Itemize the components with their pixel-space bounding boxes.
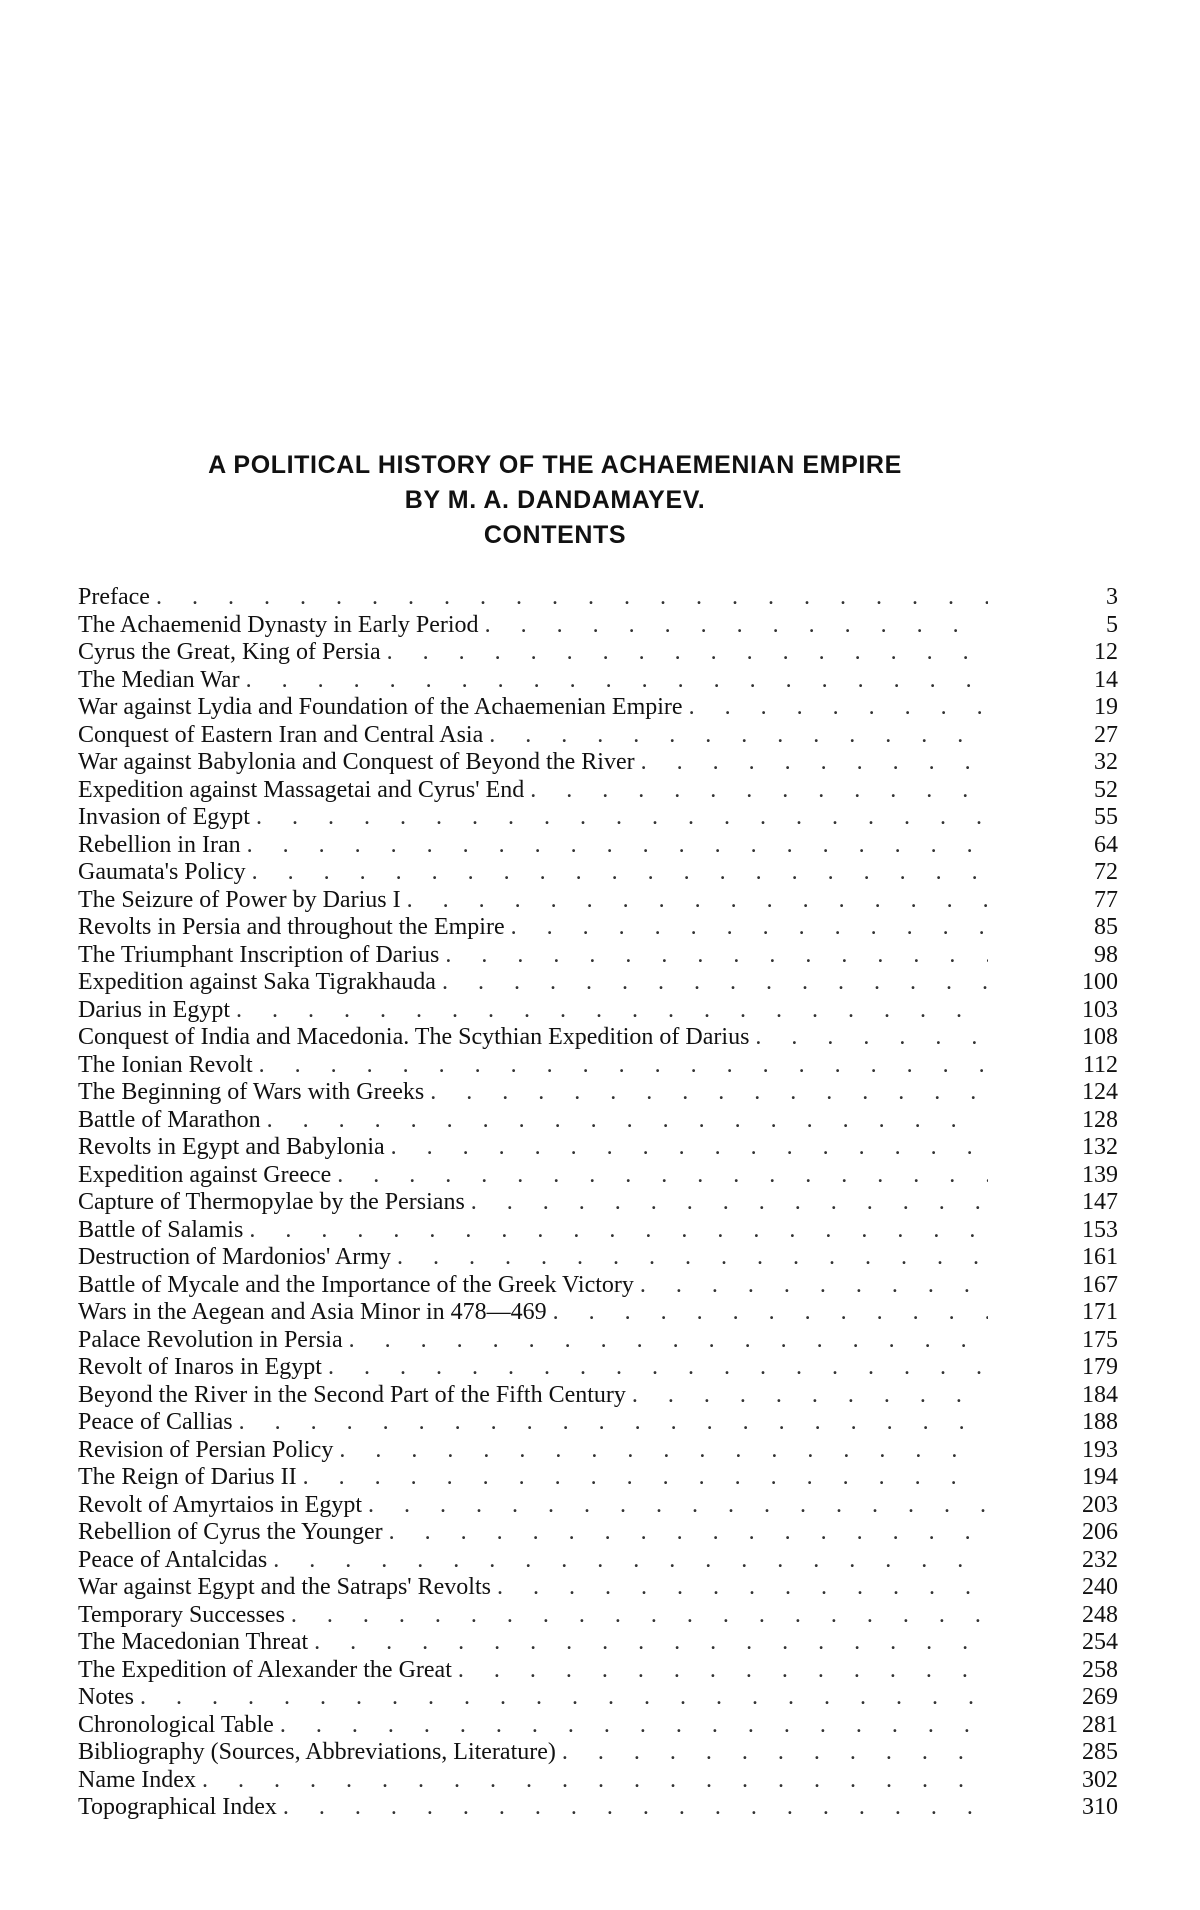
toc-entry-page-number: 184	[1082, 1381, 1118, 1408]
toc-entry	[78, 1492, 1118, 1520]
toc-entry-page-number: 108	[1082, 1024, 1118, 1050]
toc-entry	[78, 1052, 1118, 1080]
toc-entry	[78, 1602, 1118, 1630]
toc-entry-page-number: 52	[1094, 776, 1118, 803]
dot-leader	[401, 887, 988, 915]
toc-entry-title: Beyond the River in the Second Part of the Fifth Century	[78, 1381, 626, 1408]
toc-entry-page-number: 302	[1082, 1766, 1118, 1793]
toc-entry-page-number: 193	[1082, 1436, 1118, 1463]
toc-entry	[78, 1272, 1118, 1300]
toc-entry-title: Destruction of Mardonios' Army	[78, 1244, 391, 1270]
dot-leader	[267, 1547, 988, 1575]
toc-entry-page-number: 128	[1082, 1106, 1118, 1133]
toc-entry-page-number: 171	[1082, 1299, 1118, 1325]
toc-entry	[78, 1464, 1118, 1492]
toc-entry-page-number: 32	[1094, 749, 1118, 775]
dot-leader	[308, 1629, 988, 1657]
dot-leader	[465, 1189, 988, 1217]
toc-entry-page-number: 167	[1082, 1271, 1118, 1298]
toc-entry	[78, 914, 1118, 942]
toc-entry	[78, 1354, 1118, 1382]
toc-entry-page-number: 203	[1082, 1491, 1118, 1518]
dot-leader	[230, 997, 988, 1025]
dot-leader	[134, 1684, 988, 1712]
toc-entry	[78, 1547, 1118, 1575]
toc-entry-title: Wars in the Aegean and Asia Minor in 478—469	[78, 1299, 547, 1325]
toc-entry-title: The Macedonian Threat	[78, 1629, 309, 1655]
toc-entry-title: The Median War	[78, 666, 240, 693]
toc-entry	[78, 584, 1118, 612]
table-of-contents	[78, 584, 1118, 1822]
toc-entry-page-number: 77	[1094, 886, 1118, 913]
toc-entry-title: Battle of Mycale and the Importance of the Greek Victory	[78, 1271, 634, 1298]
toc-entry-page-number: 147	[1082, 1189, 1118, 1215]
toc-entry-page-number: 98	[1094, 941, 1118, 968]
toc-entry	[78, 1327, 1118, 1355]
dot-leader	[297, 1464, 988, 1492]
dot-leader	[439, 942, 988, 970]
toc-entry-page-number: 100	[1082, 969, 1118, 995]
dot-leader	[261, 1107, 988, 1135]
toc-entry	[78, 969, 1118, 997]
toc-entry-title: Invasion of Egypt	[78, 804, 250, 830]
toc-entry-title: Topographical Index	[78, 1794, 277, 1820]
dot-leader	[240, 667, 988, 695]
toc-entry-title: The Ionian Revolt	[78, 1051, 253, 1078]
dot-leader	[233, 1409, 988, 1437]
toc-entry-page-number: 55	[1094, 804, 1118, 830]
toc-entry	[78, 1574, 1118, 1602]
toc-entry-title: War against Egypt and the Satraps' Revolts	[78, 1574, 491, 1600]
toc-entry	[78, 694, 1118, 722]
toc-entry-page-number: 248	[1082, 1601, 1118, 1628]
dot-leader	[381, 639, 988, 667]
dot-leader	[333, 1437, 988, 1465]
toc-entry-title: Temporary Successes	[78, 1601, 285, 1628]
toc-entry-page-number: 194	[1082, 1464, 1118, 1490]
dot-leader	[246, 859, 988, 887]
toc-entry	[78, 1107, 1118, 1135]
toc-entry	[78, 1382, 1118, 1410]
toc-entry	[78, 859, 1118, 887]
toc-entry-title: Revision of Persian Policy	[78, 1436, 334, 1463]
toc-entry	[78, 1189, 1118, 1217]
toc-entry-title: Expedition against Saka Tigrakhauda	[78, 969, 436, 995]
dot-leader	[383, 1519, 988, 1547]
dot-leader	[634, 1272, 988, 1300]
toc-entry-page-number: 153	[1082, 1216, 1118, 1243]
toc-entry-title: Chronological Table	[78, 1711, 274, 1738]
toc-entry-page-number: 112	[1082, 1051, 1118, 1078]
dot-leader	[362, 1492, 988, 1520]
book-title: A POLITICAL HISTORY OF THE ACHAEMENIAN EMPIRE	[208, 451, 902, 479]
toc-entry	[78, 1712, 1118, 1740]
toc-entry-title: Name Index	[78, 1766, 196, 1793]
toc-entry	[78, 1244, 1118, 1272]
toc-entry-title: Cyrus the Great, King of Persia	[78, 639, 381, 665]
toc-entry-page-number: 232	[1082, 1546, 1118, 1573]
toc-entry-title: Capture of Thermopylae by the Persians	[78, 1189, 465, 1215]
toc-entry-page-number: 161	[1082, 1244, 1118, 1270]
toc-entry	[78, 777, 1118, 805]
dot-leader	[285, 1602, 988, 1630]
toc-entry-page-number: 269	[1082, 1684, 1118, 1710]
toc-entry-title: Revolts in Persia and throughout the Empire	[78, 914, 505, 940]
toc-entry-title: Peace of Antalcidas	[78, 1546, 268, 1573]
dot-leader	[479, 612, 988, 640]
toc-entry	[78, 1739, 1118, 1767]
dot-leader	[547, 1299, 988, 1327]
dot-leader	[250, 804, 988, 832]
dot-leader	[243, 1217, 988, 1245]
dot-leader	[274, 1712, 988, 1740]
dot-leader	[322, 1354, 988, 1382]
toc-entry-title: Expedition against Greece	[78, 1161, 332, 1188]
toc-entry-title: Darius in Egypt	[78, 996, 230, 1023]
toc-entry	[78, 1134, 1118, 1162]
toc-entry-page-number: 12	[1094, 639, 1118, 665]
toc-entry-page-number: 19	[1094, 694, 1118, 720]
dot-leader	[683, 694, 988, 722]
toc-entry	[78, 722, 1118, 750]
dot-leader	[241, 832, 988, 860]
dot-leader	[635, 749, 988, 777]
toc-entry-page-number: 175	[1082, 1326, 1118, 1353]
dot-leader	[277, 1794, 988, 1822]
toc-entry-title: Revolts in Egypt and Babylonia	[78, 1134, 385, 1160]
toc-entry	[78, 804, 1118, 832]
toc-entry	[78, 1409, 1118, 1437]
toc-entry-title: Battle of Salamis	[78, 1216, 244, 1243]
toc-entry-title: The Seizure of Power by Darius I	[78, 886, 401, 913]
toc-entry-title: War against Lydia and Foundation of the Achaemenian Empire	[78, 694, 683, 720]
toc-entry-page-number: 27	[1094, 721, 1118, 748]
dot-leader	[150, 584, 988, 612]
toc-entry-title: Rebellion of Cyrus the Younger	[78, 1519, 383, 1545]
dot-leader	[491, 1574, 988, 1602]
toc-entry-title: The Beginning of Wars with Greeks	[78, 1079, 425, 1105]
toc-entry-title: The Expedition of Alexander the Great	[78, 1656, 452, 1683]
dot-leader	[253, 1052, 988, 1080]
toc-entry	[78, 749, 1118, 777]
toc-entry	[78, 1217, 1118, 1245]
toc-entry	[78, 1024, 1118, 1052]
toc-entry	[78, 832, 1118, 860]
toc-entry	[78, 1767, 1118, 1795]
dot-leader	[626, 1382, 988, 1410]
toc-entry-page-number: 281	[1082, 1711, 1118, 1738]
toc-entry	[78, 1437, 1118, 1465]
toc-entry-page-number: 103	[1082, 996, 1118, 1023]
toc-entry	[78, 1684, 1118, 1712]
toc-entry	[78, 1299, 1118, 1327]
toc-entry-page-number: 258	[1082, 1656, 1118, 1683]
toc-entry	[78, 612, 1118, 640]
dot-leader	[391, 1244, 988, 1272]
dot-leader	[452, 1657, 988, 1685]
book-author: BY M. A. DANDAMAYEV.	[404, 486, 706, 514]
toc-entry-page-number: 72	[1094, 859, 1118, 885]
toc-entry-page-number: 14	[1094, 666, 1118, 693]
toc-entry-page-number: 310	[1082, 1794, 1118, 1820]
toc-entry-title: Gaumata's Policy	[78, 859, 246, 885]
toc-entry-title: Conquest of India and Macedonia. The Scythian Expedition of Darius	[78, 1024, 750, 1050]
dot-leader	[436, 969, 988, 997]
dot-leader	[505, 914, 988, 942]
toc-entry-title: Peace of Callias	[78, 1409, 233, 1435]
toc-entry-title: Battle of Marathon	[78, 1106, 261, 1133]
dot-leader	[524, 777, 988, 805]
toc-entry-page-number: 285	[1082, 1739, 1118, 1765]
toc-entry-title: Revolt of Inaros in Egypt	[78, 1354, 322, 1380]
toc-entry-page-number: 64	[1094, 831, 1118, 858]
toc-entry-title: Rebellion in Iran	[78, 831, 241, 858]
toc-entry-title: Preface	[78, 584, 150, 610]
toc-entry-page-number: 206	[1082, 1519, 1118, 1545]
dot-leader	[556, 1739, 988, 1767]
toc-entry-title: The Reign of Darius II	[78, 1464, 297, 1490]
toc-entry-page-number: 124	[1082, 1079, 1118, 1105]
toc-entry-title: Revolt of Amyrtaios in Egypt	[78, 1491, 362, 1518]
toc-entry-title: The Achaemenid Dynasty in Early Period	[78, 611, 479, 638]
dot-leader	[385, 1134, 988, 1162]
toc-entry	[78, 1162, 1118, 1190]
toc-entry	[78, 1519, 1118, 1547]
toc-entry-title: Conquest of Eastern Iran and Central Asia	[78, 721, 484, 748]
toc-entry	[78, 942, 1118, 970]
toc-entry	[78, 997, 1118, 1025]
title-block	[0, 448, 1110, 553]
dot-leader	[196, 1767, 988, 1795]
dot-leader	[343, 1327, 988, 1355]
toc-entry-page-number: 179	[1082, 1354, 1118, 1380]
toc-entry	[78, 1079, 1118, 1107]
toc-entry-title: The Triumphant Inscription of Darius	[78, 941, 440, 968]
toc-entry-title: Notes	[78, 1684, 134, 1710]
toc-entry-page-number: 254	[1082, 1629, 1118, 1655]
toc-entry-page-number: 5	[1106, 611, 1118, 638]
toc-entry	[78, 887, 1118, 915]
toc-entry	[78, 667, 1118, 695]
toc-entry-title: Bibliography (Sources, Abbreviations, Literature)	[78, 1739, 556, 1765]
toc-entry-title: Expedition against Massagetai and Cyrus' End	[78, 776, 525, 803]
toc-entry	[78, 1629, 1118, 1657]
dot-leader	[483, 722, 988, 750]
toc-entry-page-number: 3	[1106, 584, 1118, 610]
toc-entry	[78, 639, 1118, 667]
toc-entry-page-number: 85	[1094, 914, 1118, 940]
toc-entry-page-number: 139	[1082, 1161, 1118, 1188]
toc-entry-page-number: 240	[1082, 1574, 1118, 1600]
dot-leader	[424, 1079, 988, 1107]
toc-entry-title: Palace Revolution in Persia	[78, 1326, 343, 1353]
dot-leader	[749, 1024, 988, 1052]
toc-entry-title: War against Babylonia and Conquest of Beyond the River	[78, 749, 635, 775]
toc-entry	[78, 1794, 1118, 1822]
dot-leader	[331, 1162, 988, 1190]
toc-entry	[78, 1657, 1118, 1685]
contents-heading: CONTENTS	[483, 521, 627, 549]
toc-entry-page-number: 132	[1082, 1134, 1118, 1160]
toc-entry-page-number: 188	[1082, 1409, 1118, 1435]
